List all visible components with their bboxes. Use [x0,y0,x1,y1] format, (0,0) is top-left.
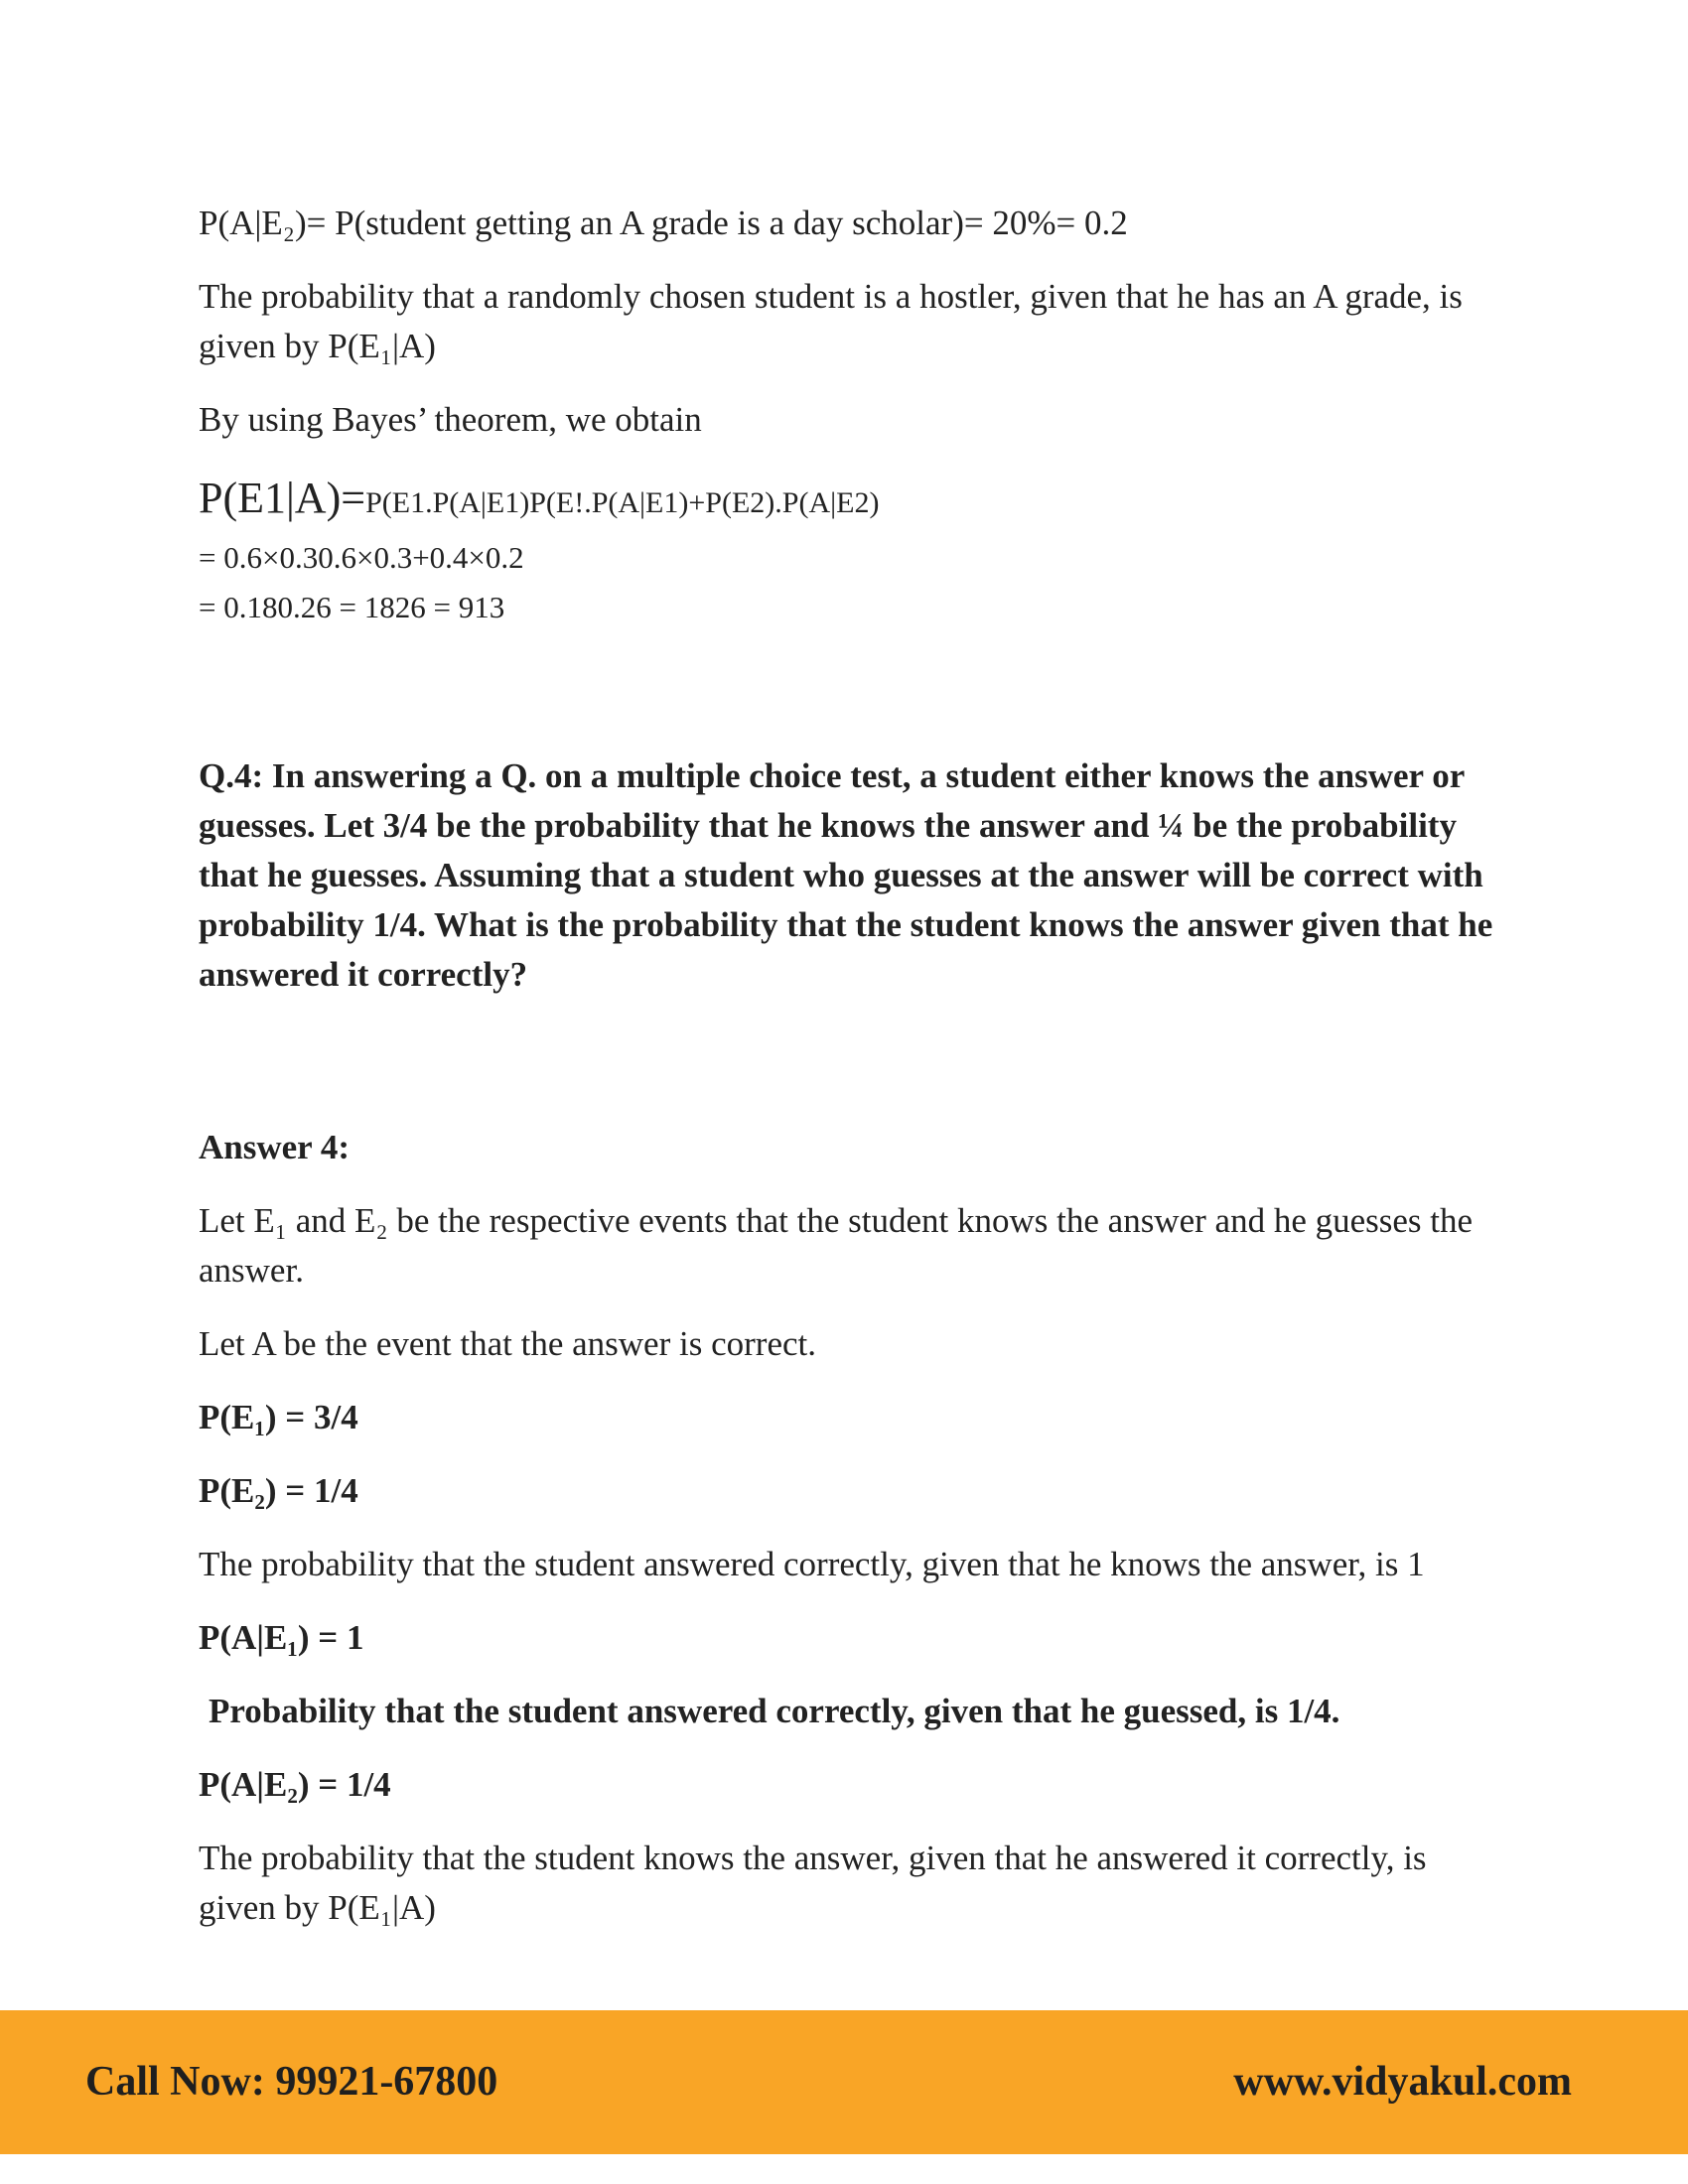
spacer [199,632,1509,751]
website-link[interactable]: www.vidyakul.com [1233,2059,1572,2105]
text-knows-given-correct: The probability that the student knows the answer, given that he answered it correctly, is given by P(E₁|A) [199,1839,1427,1927]
spacer [199,1024,1509,1123]
equation-pae1: P(A|E₁) = 1 [199,1618,364,1657]
text-hostler-probability: The probability that a randomly chosen student is a hostler, given that he has an A grade, is given by P(E₁|A) [199,277,1463,365]
text-define-events: Let E₁ and E₂ be the respective events that the student knows the answer and he guesses the answer. [199,1201,1474,1290]
answer-heading: Answer 4: [199,1128,350,1166]
text-knows-correct: The probability that the student answered correctly, given that he knows the answer, is 1 [199,1545,1425,1583]
question-4: Q.4: In answering a Q. on a multiple choice test, a student either knows the answer or guesses. Let 3/4 be the probability that he knows the answer and ¼ be the probability that he guesses. Assuming that a student who guesses at the answer will be correct with probability 1/4. What is the probability that the student knows the answer given that he answered it correctly? [199,756,1493,994]
formula-substitution: = 0.6×0.30.6×0.3+0.4×0.2 [199,540,524,575]
equation-pe1: P(E₁) = 3/4 [199,1398,358,1436]
formula-lhs: P(E1|A)= [199,474,366,522]
text-guessed-correct: Probability that the student answered correctly, given that he guessed, is 1/4. [209,1692,1340,1730]
bayes-formula [199,469,1509,533]
footer-banner [0,2010,1688,2154]
formula-rhs: P(E1.P(A|E1)P(E!.P(A|E1)+P(E2).P(A|E2) [365,486,880,519]
equation-pae2: P(A|E₂) = 1/4 [199,1765,391,1804]
text-pae2-day-scholar: P(A|E₂)= P(student getting an A grade is a day scholar)= 20%= 0.2 [199,204,1128,242]
text-define-a: Let A be the event that the answer is correct. [199,1324,816,1363]
call-now-text: Call Now: 99921-67800 [85,2059,498,2105]
text-bayes-intro: By using Bayes’ theorem, we obtain [199,400,702,439]
page-content [199,199,1509,1957]
formula-result: = 0.180.26 = 1826 = 913 [199,590,505,624]
equation-pe2: P(E₂) = 1/4 [199,1471,358,1510]
